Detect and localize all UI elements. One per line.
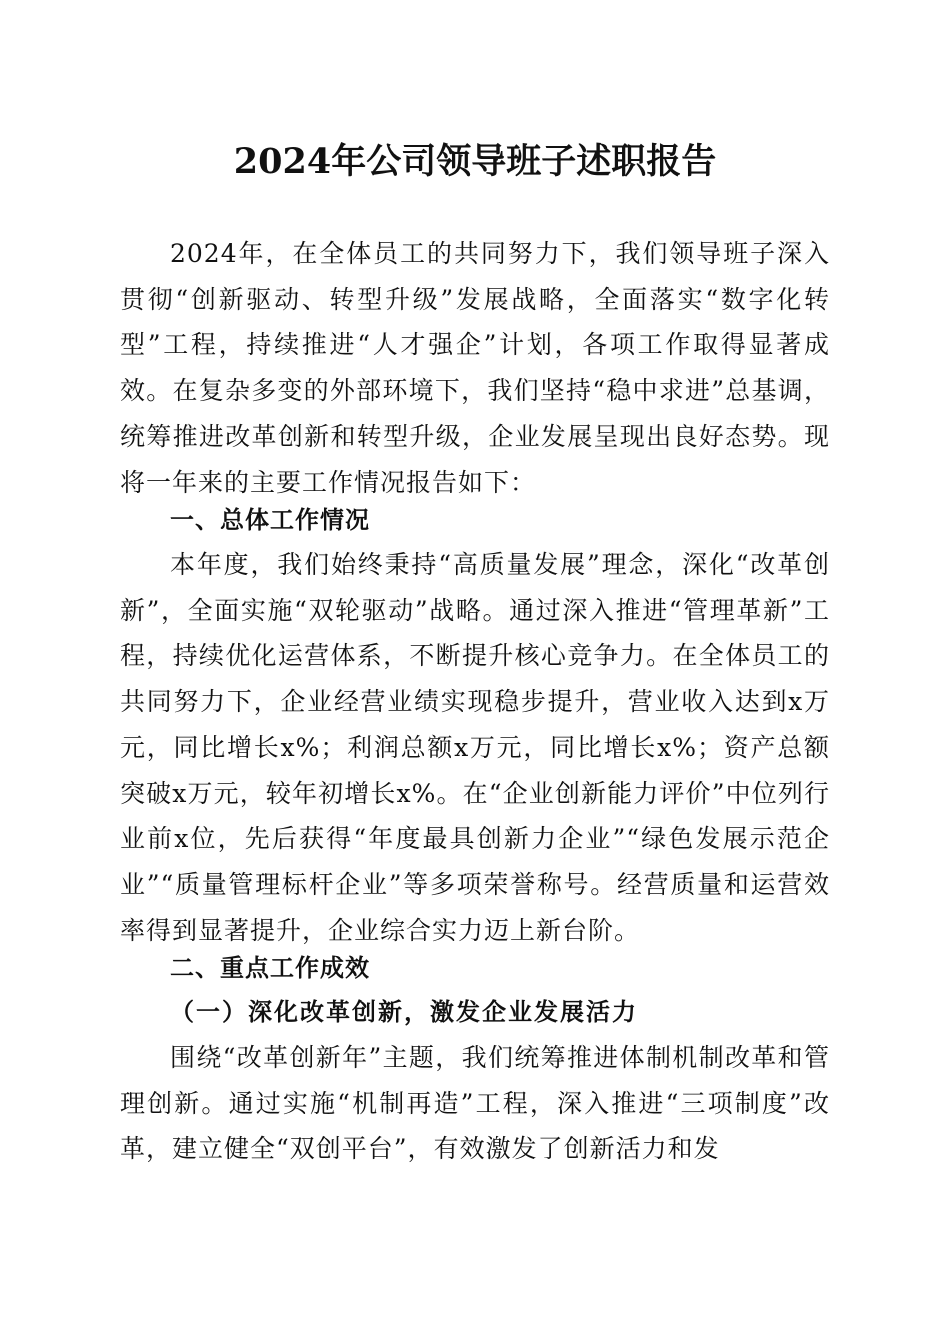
- intro-paragraph: 2024年，在全体员工的共同努力下，我们领导班子深入贯彻“创新驱动、转型升级”发展战略，全面落实“数字化转型”工程，持续推进“人才强企”计划，各项工作取得显著成效。在复杂多变的外部环境下，我们坚持“稳中求进”总基调，统筹推进改革创新和转型升级，企业发展呈现出良好态势。现将一年来的主要工作情况报告如下：: [120, 239, 830, 497]
- section-heading-overall-work: 一、总体工作情况: [170, 506, 370, 534]
- document-title: 2024年公司领导班子述职报告: [233, 141, 717, 182]
- subsection-heading-reform-innovation: （一）深化改革创新，激发企业发展活力: [170, 998, 638, 1026]
- section-heading-key-achievements: 二、重点工作成效: [170, 954, 370, 982]
- section-paragraph-overall-work: 本年度，我们始终秉持“高质量发展”理念，深化“改革创新”，全面实施“双轮驱动”战略。通过深入推进“管理革新”工程，持续优化运营体系，不断提升核心竞争力。在全体员工的共同努力下，企业经营业绩实现稳步提升，营业收入达到x万元，同比增长x%；利润总额x万元，同比增长x%；资产总额突破x万元，较年初增长x%。在“企业创新能力评价”中位列行业前x位，先后获得“年度最具创新力企业”“绿色发展示范企业”“质量管理标杆企业”等多项荣誉称号。经营质量和运营效率得到显著提升，企业综合实力迈上新台阶。: [120, 550, 830, 945]
- subsection-paragraph-reform-innovation: 围绕“改革创新年”主题，我们统筹推进体制机制改革和管理创新。通过实施“机制再造”工程，深入推进“三项制度”改革，建立健全“双创平台”，有效激发了创新活力和发: [120, 1043, 830, 1164]
